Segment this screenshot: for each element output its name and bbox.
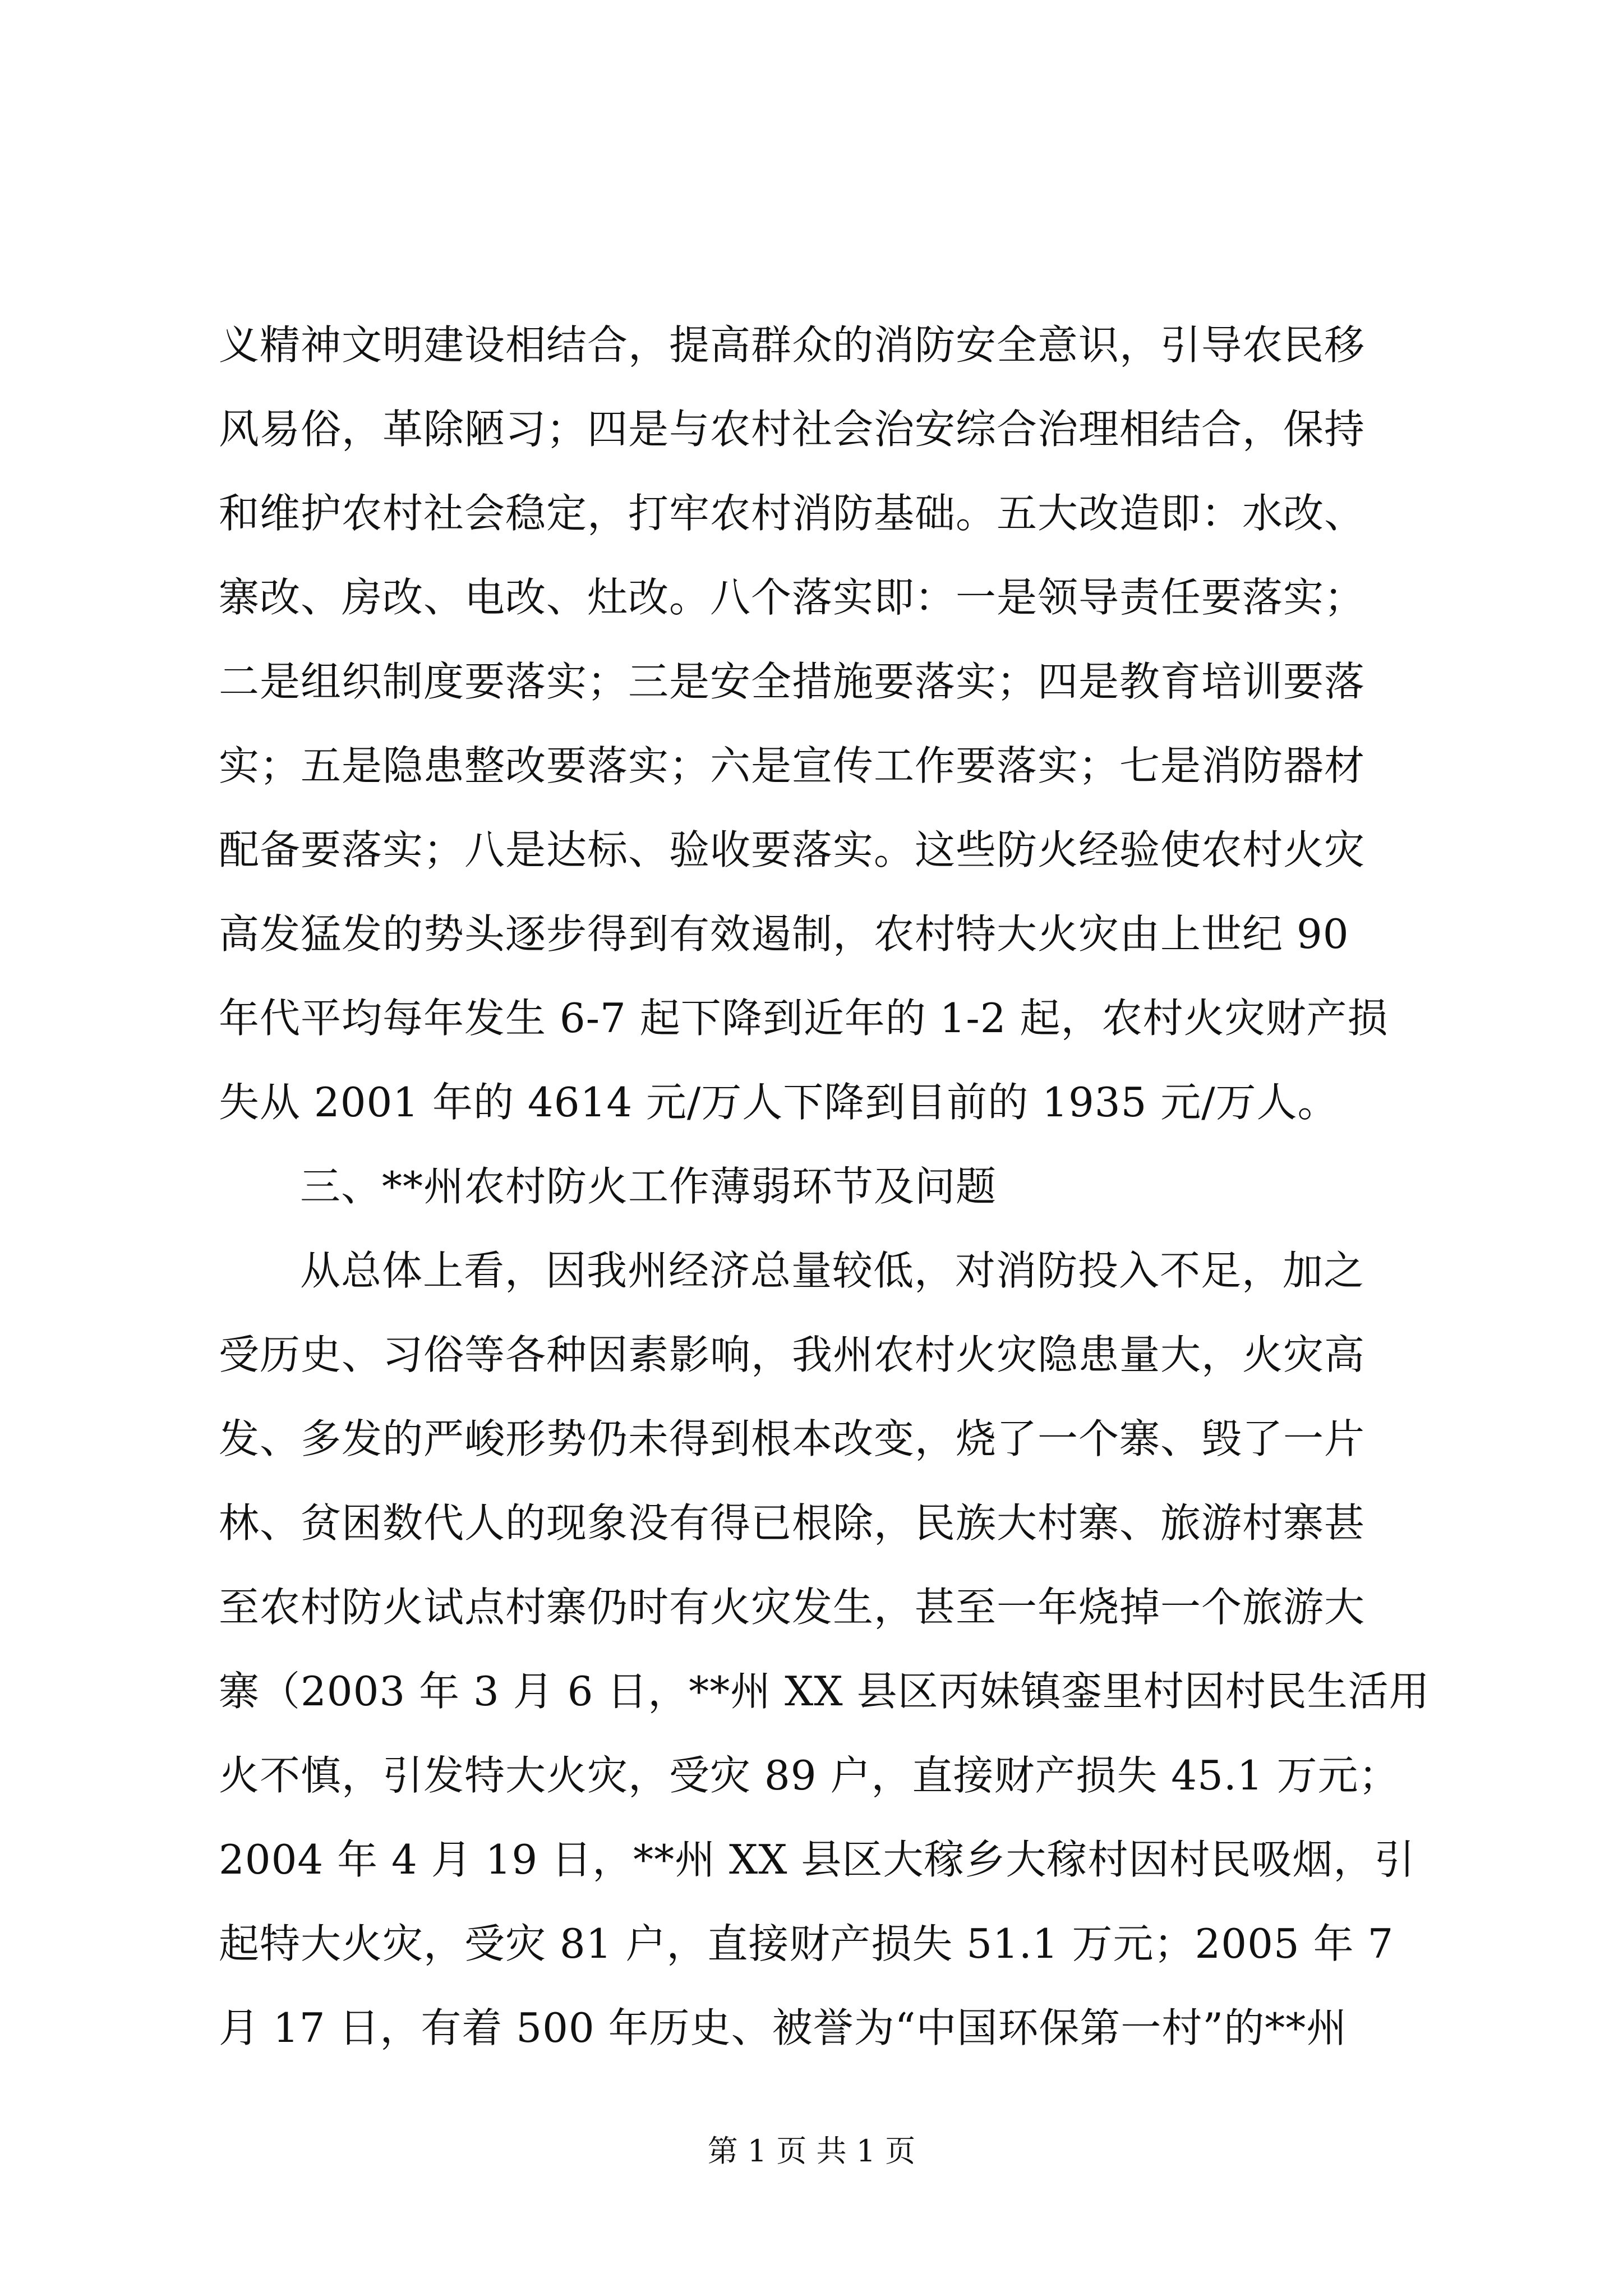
text-line: 年代平均每年发生 6-7 起下降到近年的 1-2 起，农村火灾财产损 — [219, 995, 1389, 1042]
text-line: 火不慎，引发特大火灾，受灾 89 户，直接财产损失 45.1 万元； — [219, 1752, 1400, 1799]
text-line: 起特大火灾，受灾 81 户，直接财产损失 51.1 万元；2005 年 7 — [219, 1920, 1394, 1967]
text-line: 受历史、习俗等各种因素影响，我州农村火灾隐患量大，火灾高 — [219, 1331, 1366, 1378]
text-line: 月 17 日，有着 500 年历史、被誉为“中国环保第一村”的**州 — [219, 2004, 1348, 2051]
text-line: 二是组织制度要落实；三是安全措施要落实；四是教育培训要落 — [219, 658, 1366, 705]
text-line: 至农村防火试点村寨仍时有火灾发生，甚至一年烧掉一个旅游大 — [219, 1584, 1366, 1631]
text-line: 失从 2001 年的 4614 元/万人下降到目前的 1935 元/万人。 — [219, 1079, 1339, 1126]
text-line: 寨（2003 年 3 月 6 日，**州 XX 县区丙妹镇銮里村因村民生活用 — [219, 1668, 1430, 1715]
page-footer: 第 1 页 共 1 页 — [707, 2133, 916, 2169]
text-line: 和维护农村社会稳定，打牢农村消防基础。五大改造即：水改、 — [219, 490, 1366, 537]
text-line: 义精神文明建设相结合，提高群众的消防安全意识，引导农民移 — [219, 321, 1366, 369]
text-line: 风易俗，革除陋习；四是与农村社会治安综合治理相结合，保持 — [219, 406, 1366, 453]
text-line: 从总体上看，因我州经济总量较低，对消防投入不足，加之 — [300, 1247, 1365, 1294]
text-line: 发、多发的严峻形势仍未得到根本改变，烧了一个寨、毁了一片 — [219, 1415, 1366, 1462]
text-line: 2004 年 4 月 19 日，**州 XX 县区大稼乡大稼村因村民吸烟，引 — [219, 1836, 1415, 1883]
section-heading: 三、**州农村防火工作薄弱环节及问题 — [300, 1163, 997, 1210]
text-line: 配备要落实；八是达标、验收要落实。这些防火经验使农村火灾 — [219, 826, 1366, 873]
text-line: 高发猛发的势头逐步得到有效遏制，农村特大火灾由上世纪 90 — [219, 910, 1349, 958]
text-line: 实；五是隐患整改要落实；六是宣传工作要落实；七是消防器材 — [219, 742, 1366, 789]
text-line: 林、贫困数代人的现象没有得已根除，民族大村寨、旅游村寨甚 — [219, 1499, 1366, 1547]
text-line: 寨改、房改、电改、灶改。八个落实即：一是领导责任要落实； — [219, 574, 1366, 621]
document-body — [219, 303, 1430, 2070]
